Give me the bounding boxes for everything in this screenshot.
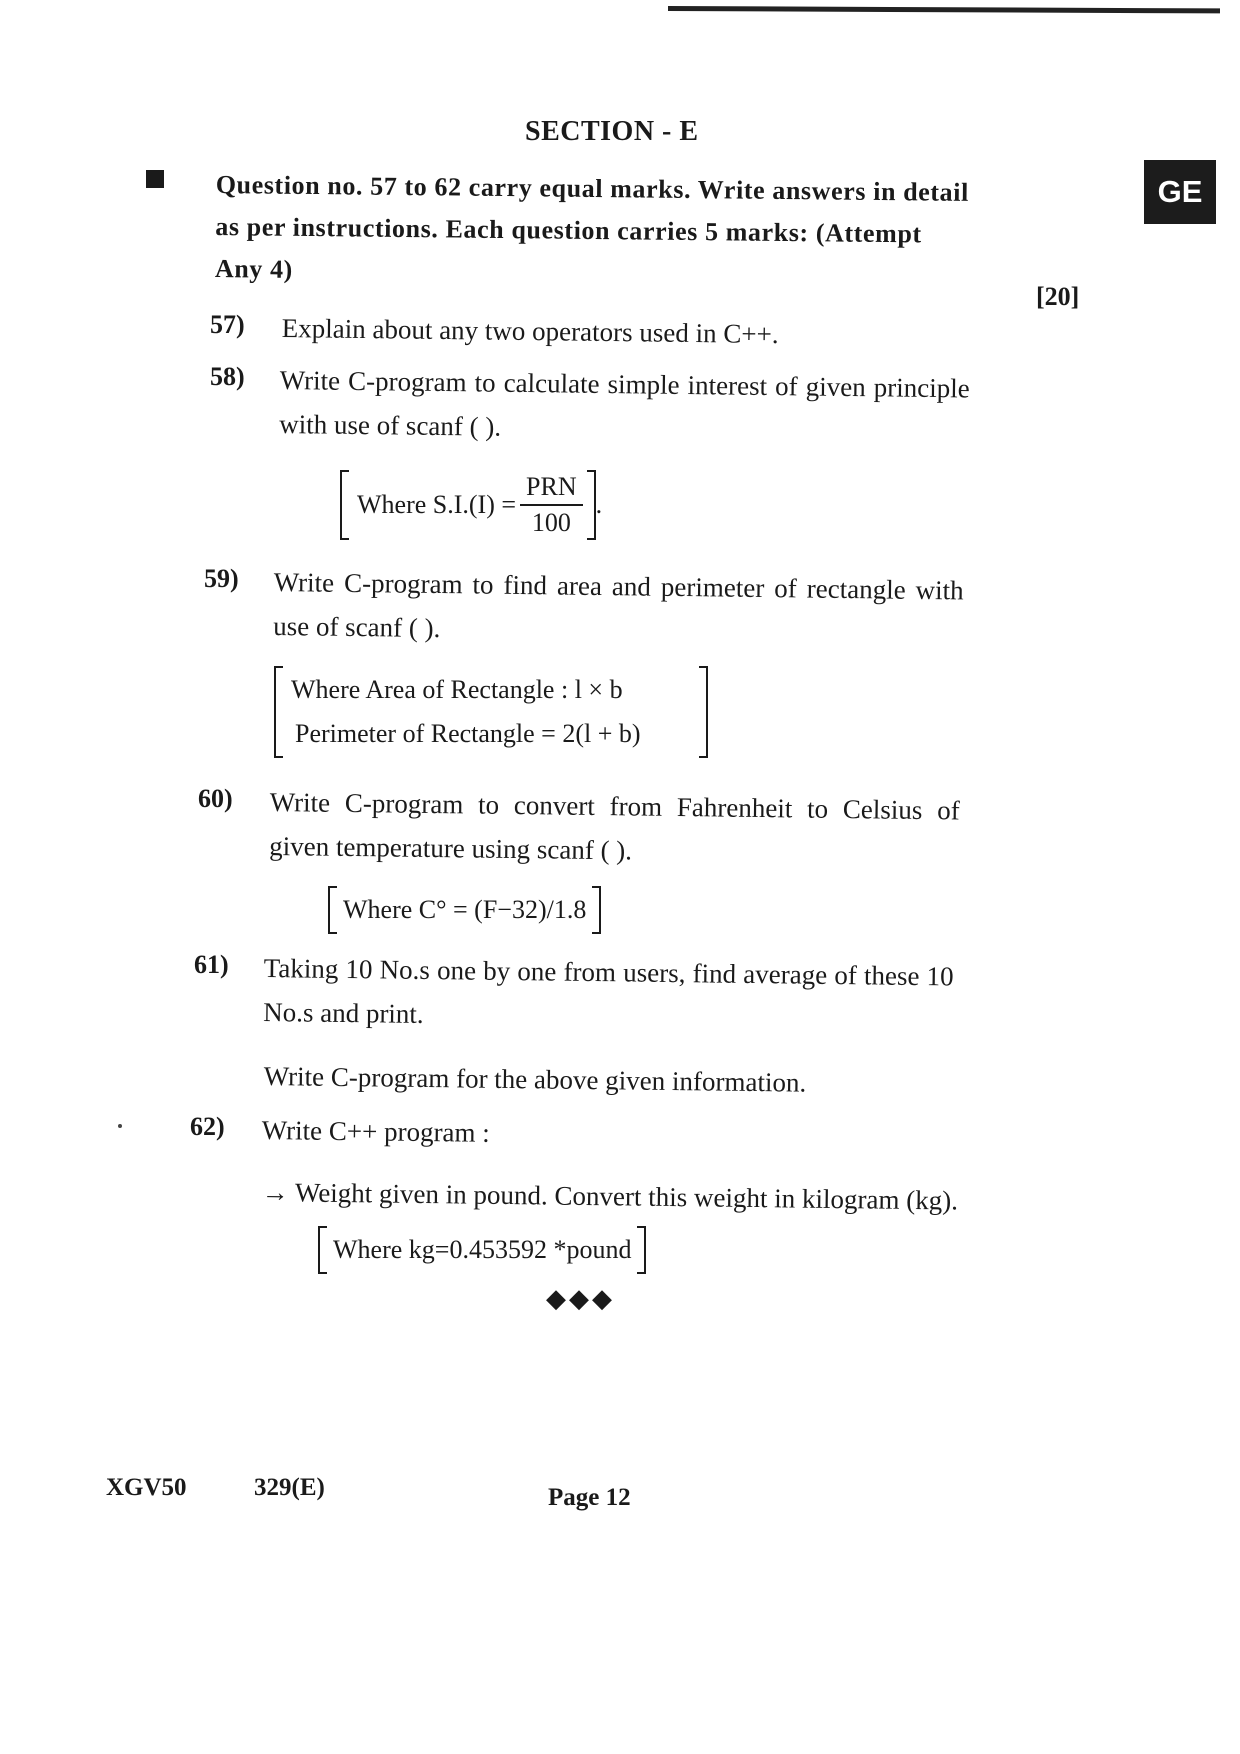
formula-stack [283,668,699,756]
bracket-right [699,666,708,758]
top-rule [668,6,1220,13]
bullet-square-icon [146,170,164,188]
footer-code: XGV50 [106,1474,187,1501]
formula-kg [318,1226,646,1274]
formula-rect-perimeter: Perimeter of Rectangle = 2(l + b) [295,719,641,748]
question-number: 59) [204,564,239,593]
bracket-left [340,470,349,540]
ge-badge: GE [1144,160,1216,224]
fraction-denominator: 100 [531,508,571,537]
question-text: Write C-program to find area and perimeter of rectangle with use of scanf ( ). [273,566,964,644]
formula-celsius [328,886,601,934]
bracket-left [274,666,283,758]
formula-kg-text: Where kg=0.453592 *pound [333,1235,632,1264]
formula-rectangle [274,666,708,758]
bracket-left [328,886,337,934]
bracket-left [318,1226,327,1274]
bracket-right [637,1226,646,1274]
question-extra-text: Write C-program for the above given information. [263,1060,807,1098]
formula-simple-interest [340,470,602,540]
question-number: 57) [210,310,245,339]
question-text: Write C++ program : [261,1114,490,1148]
question-text: Write C-program to calculate simple interest of given principle with use of scanf ( ). [279,364,970,442]
bracket-right [592,886,601,934]
section-title: SECTION - E [525,116,699,147]
formula-fraction [520,472,583,538]
section-marks: [20] [1036,282,1080,311]
footer-paper: 329(E) [254,1474,325,1501]
formula-si-lhs: Where S.I.(I) = [357,490,517,519]
question-number: 61) [194,950,229,979]
end-mark-diamonds-icon: ◆◆◆ [546,1284,615,1313]
question-extra-text: → Weight given in pound. Convert this weight in kilogram (kg). [261,1176,959,1216]
formula-si-end: . [595,490,603,519]
question-number: 60) [198,784,233,813]
question-text: Explain about any two operators used in C++. [281,312,779,350]
stray-dot [118,1124,122,1128]
question-text: Write C-program to convert from Fahrenheit to Celsius of given temperature using scanf ( ). [269,786,960,866]
footer-page: Page 12 [548,1484,631,1511]
question-number: 62) [190,1112,225,1141]
section-instructions: Question no. 57 to 62 carry equal marks. Write answers in detail as per instructions. Each question carries 5 marks: (Attempt Any 4) [214,169,970,284]
fraction-numerator: PRN [520,472,583,506]
question-number: 58) [210,362,245,391]
question-text: Taking 10 No.s one by one from users, find average of these 10 No.s and print. [263,952,954,1029]
formula-rect-area: Where Area of Rectangle : l × b [291,675,623,704]
bracket-right [587,470,596,540]
formula-celsius-text: Where C° = (F−32)/1.8 [343,895,587,924]
